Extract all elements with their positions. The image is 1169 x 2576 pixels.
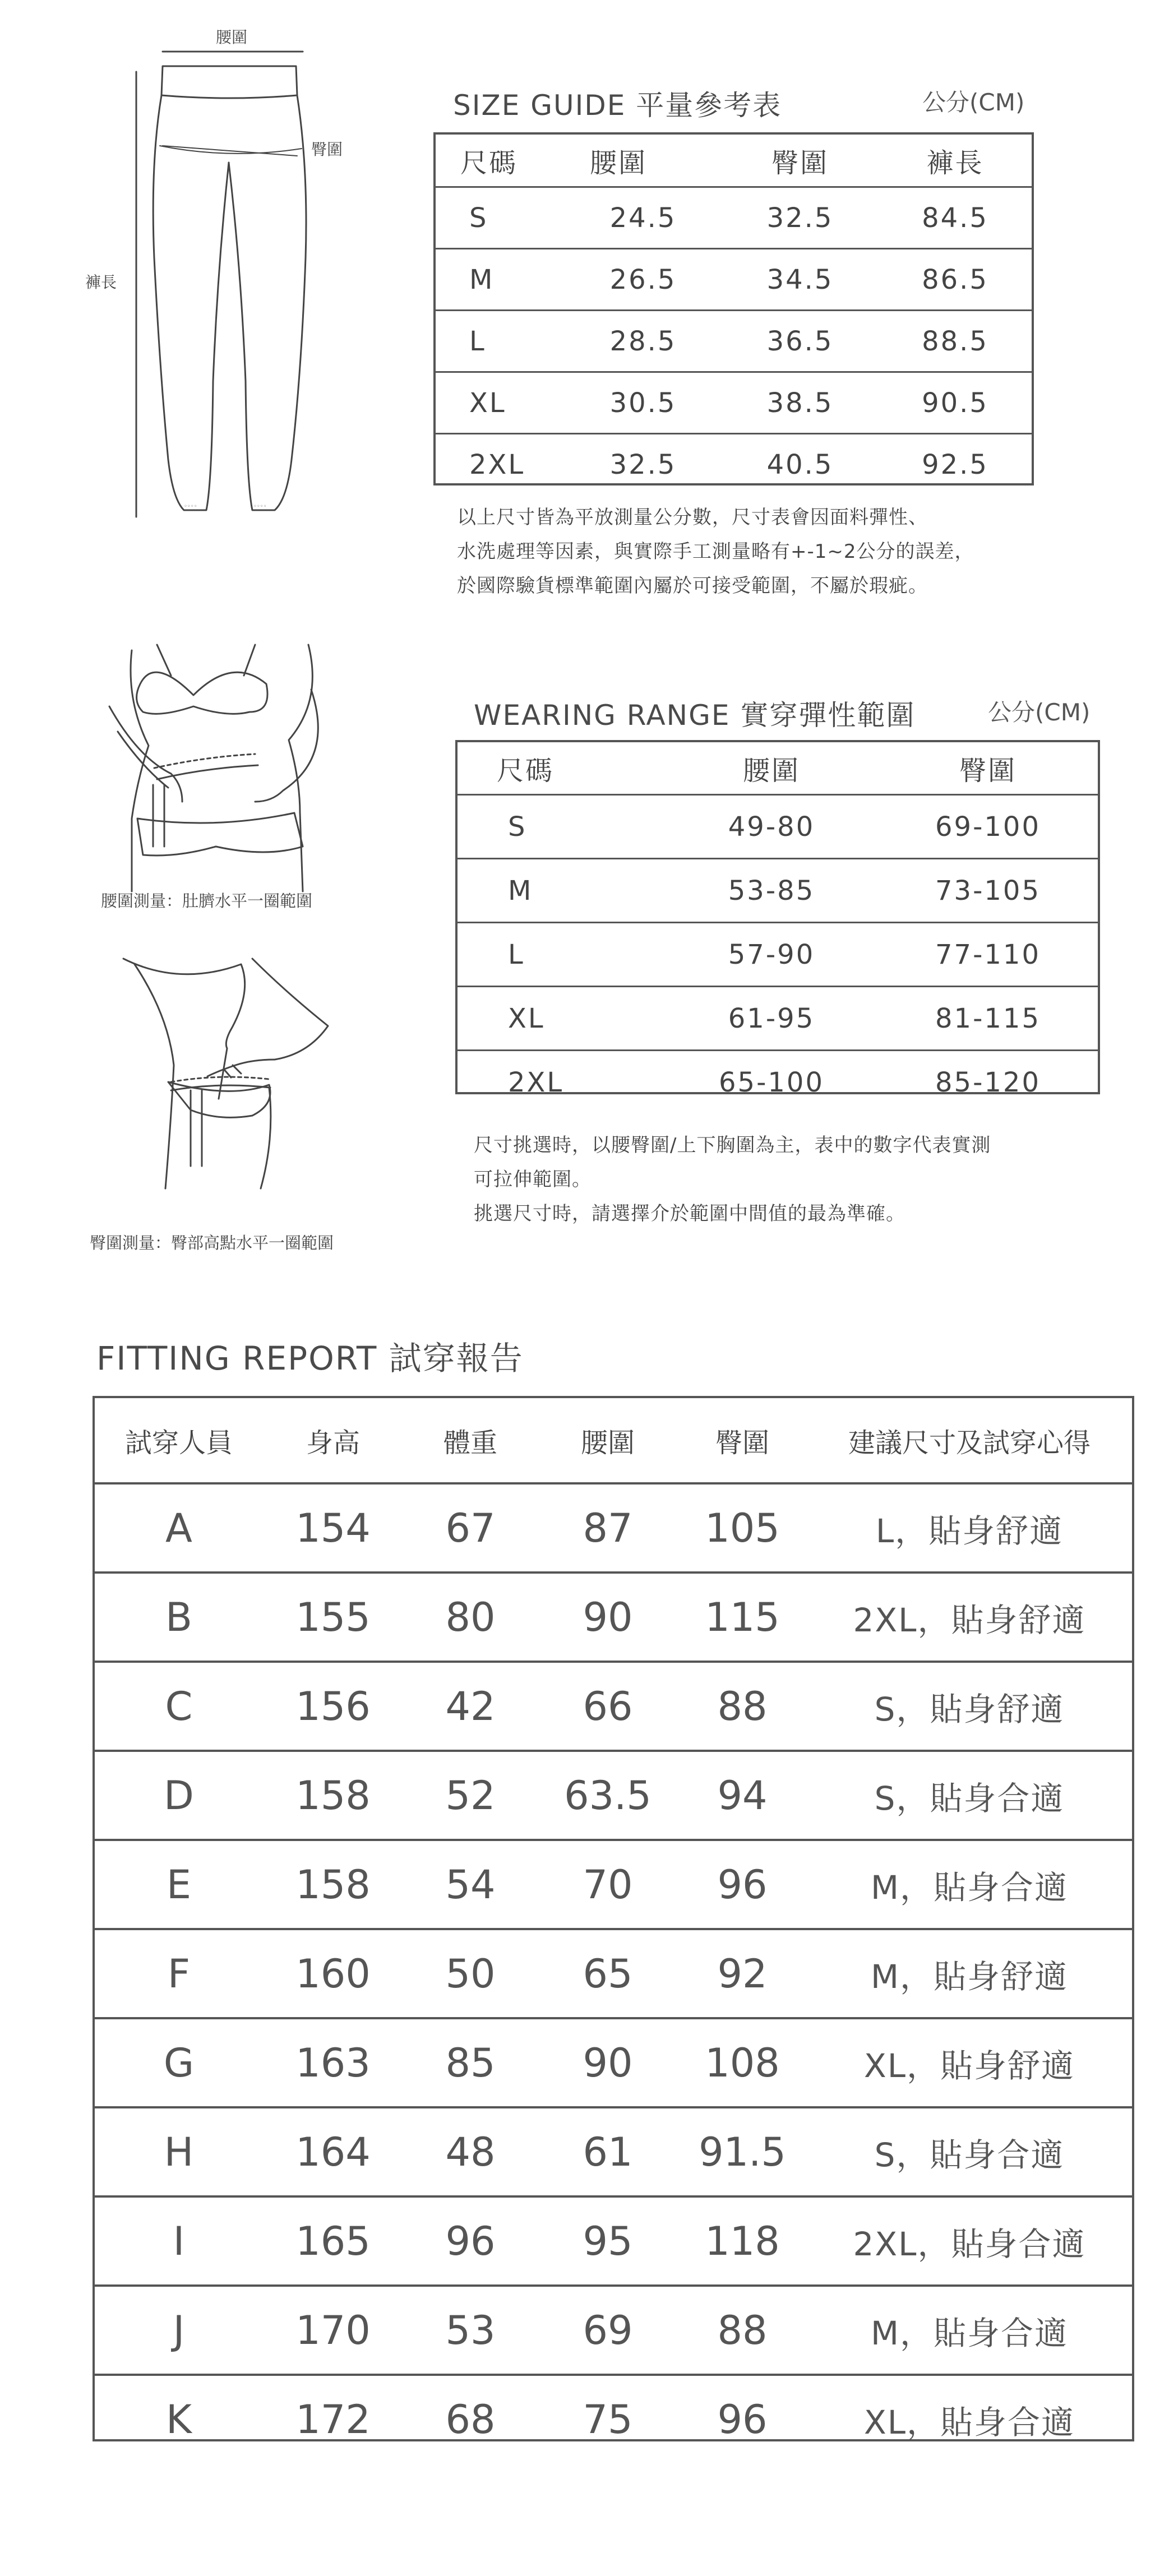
hip-range-cell: 81-115 — [878, 987, 1098, 1051]
wearing-range-header-row — [458, 742, 1098, 795]
waist-range-cell: 57-90 — [665, 923, 878, 987]
waist-range-cell: 61-95 — [665, 987, 878, 1051]
hip-cell: 38.5 — [722, 372, 879, 434]
hip-measure-figure — [107, 953, 342, 1200]
height-cell: 165 — [263, 2196, 403, 2286]
fitting-report-row — [95, 1483, 1132, 1573]
hip-cell: 40.5 — [722, 434, 879, 495]
tester-cell: B — [95, 1573, 263, 1662]
hip-range-cell: 77-110 — [878, 923, 1098, 987]
recommendation-cell: S，貼身合適 — [807, 1751, 1132, 1840]
fitting-report-header: 身高 — [306, 1427, 360, 1459]
wearing-range-row — [458, 987, 1098, 1051]
tester-cell: G — [95, 2018, 263, 2107]
size-guide-header: 腰圍 — [590, 147, 648, 179]
waist-cell: 69 — [538, 2286, 678, 2375]
size-cell: L — [436, 311, 565, 372]
waist-cell: 30.5 — [565, 372, 722, 434]
leggings-waist-label: 腰圍 — [216, 28, 248, 47]
waist-cell: 63.5 — [538, 1751, 678, 1840]
size-guide-table — [436, 135, 1032, 494]
weight-cell: 42 — [403, 1662, 538, 1751]
weight-cell: 85 — [403, 2018, 538, 2107]
weight-cell: 50 — [403, 1929, 538, 2018]
size-cell: 2XL — [436, 434, 565, 495]
waist-range-cell: 65-100 — [665, 1051, 878, 1114]
fitting-report-table — [95, 1398, 1132, 2463]
waist-cell: 26.5 — [565, 249, 722, 311]
wearing-range-notes — [474, 1129, 991, 1231]
size-guide-header: 尺碼 — [460, 147, 518, 179]
fitting-report-row — [95, 1840, 1132, 1929]
height-cell: 164 — [263, 2107, 403, 2196]
wearing-range-header: 臀圍 — [959, 755, 1016, 787]
wearing-range-note-line: 可拉伸範圍。 — [474, 1168, 592, 1191]
fitting-report-header: 臀圍 — [715, 1427, 769, 1459]
hip-cell: 92 — [678, 1929, 807, 2018]
wearing-range-header: 腰圍 — [742, 755, 800, 787]
size-cell: S — [458, 795, 665, 859]
hip-cell: 34.5 — [722, 249, 879, 311]
height-cell: 160 — [263, 1929, 403, 2018]
wearing-range-note-line: 挑選尺寸時，請選擇介於範圍中間值的最為準確。 — [474, 1203, 905, 1225]
recommendation-cell: M，貼身合適 — [807, 1840, 1132, 1929]
waist-cell: 70 — [538, 1840, 678, 1929]
leggings-illustration — [84, 22, 331, 527]
weight-cell: 48 — [403, 2107, 538, 2196]
fitting-report-row — [95, 2286, 1132, 2375]
hip-range-cell: 73-105 — [878, 859, 1098, 923]
height-cell: 154 — [263, 1483, 403, 1573]
hip-range-cell: 69-100 — [878, 795, 1098, 859]
size-guide-row — [436, 434, 1032, 495]
leggings-hip-label: 臀圍 — [311, 140, 343, 159]
height-cell: 172 — [263, 2375, 403, 2463]
fitting-report-row — [95, 1573, 1132, 1662]
hip-cell: 96 — [678, 1840, 807, 1929]
size-guide-row — [436, 249, 1032, 311]
waist-range-cell: 53-85 — [665, 859, 878, 923]
hip-cell: 91.5 — [678, 2107, 807, 2196]
fitting-report-row — [95, 1662, 1132, 1751]
length-cell: 84.5 — [879, 187, 1032, 249]
waist-cell: 90 — [538, 2018, 678, 2107]
fitting-report-title: FITTING REPORT 試穿報告 — [96, 1339, 524, 1377]
hip-cell: 118 — [678, 2196, 807, 2286]
weight-cell: 80 — [403, 1573, 538, 1662]
wearing-range-note-line: 尺寸挑選時，以腰臀圍/上下胸圍為主，表中的數字代表實測 — [474, 1134, 991, 1157]
tester-cell: D — [95, 1751, 263, 1840]
size-guide-row — [436, 372, 1032, 434]
size-guide-note-line: 水洗處理等因素，與實際手工測量略有+-1~2公分的誤差， — [457, 540, 974, 563]
fitting-report-row — [95, 2375, 1132, 2463]
length-cell: 90.5 — [879, 372, 1032, 434]
waist-measure-figure — [87, 633, 345, 903]
weight-cell: 67 — [403, 1483, 538, 1573]
waist-cell: 75 — [538, 2375, 678, 2463]
recommendation-cell: S，貼身舒適 — [807, 1662, 1132, 1751]
wearing-range-row — [458, 859, 1098, 923]
waist-cell: 90 — [538, 1573, 678, 1662]
recommendation-cell: 2XL，貼身合適 — [807, 2196, 1132, 2286]
size-cell: M — [458, 859, 665, 923]
wearing-range-title: WEARING RANGE 實穿彈性範圍 — [474, 699, 916, 732]
size-guide-note-line: 以上尺寸皆為平放測量公分數，尺寸表會因面料彈性、 — [457, 506, 928, 529]
length-cell: 92.5 — [879, 434, 1032, 495]
size-guide-header: 臀圍 — [771, 147, 829, 179]
hip-cell: 36.5 — [722, 311, 879, 372]
fitting-report-row — [95, 2018, 1132, 2107]
fitting-report-header: 體重 — [443, 1427, 497, 1459]
size-guide-title: SIZE GUIDE 平量參考表 — [453, 89, 782, 122]
tester-cell: F — [95, 1929, 263, 2018]
height-cell: 158 — [263, 1751, 403, 1840]
size-cell: XL — [436, 372, 565, 434]
size-cell: XL — [458, 987, 665, 1051]
size-guide-row — [436, 311, 1032, 372]
wearing-range-unit: 公分(CM) — [988, 699, 1091, 726]
tester-cell: E — [95, 1840, 263, 1929]
waist-range-cell: 49-80 — [665, 795, 878, 859]
hip-measure-caption: 臀圍測量：臀部高點水平一圈範圍 — [90, 1233, 334, 1252]
weight-cell: 53 — [403, 2286, 538, 2375]
height-cell: 170 — [263, 2286, 403, 2375]
svg-text:◦◦◦◦: ◦◦◦◦ — [184, 503, 197, 510]
length-cell: 88.5 — [879, 311, 1032, 372]
hip-cell: 94 — [678, 1751, 807, 1840]
wearing-range-table — [458, 742, 1098, 1113]
waist-cell: 65 — [538, 1929, 678, 2018]
size-guide-header: 褲長 — [926, 147, 984, 179]
waist-cell: 87 — [538, 1483, 678, 1573]
height-cell: 163 — [263, 2018, 403, 2107]
recommendation-cell: XL，貼身合適 — [807, 2375, 1132, 2463]
tester-cell: I — [95, 2196, 263, 2286]
recommendation-cell: 2XL，貼身舒適 — [807, 1573, 1132, 1662]
weight-cell: 54 — [403, 1840, 538, 1929]
size-cell: L — [458, 923, 665, 987]
hip-range-cell: 85-120 — [878, 1051, 1098, 1114]
size-guide-header-row — [436, 135, 1032, 187]
recommendation-cell: M，貼身舒適 — [807, 1929, 1132, 2018]
hip-cell: 32.5 — [722, 187, 879, 249]
size-guide-notes — [457, 501, 974, 603]
svg-text:◦◦◦◦: ◦◦◦◦ — [253, 503, 267, 510]
weight-cell: 52 — [403, 1751, 538, 1840]
size-guide-unit: 公分(CM) — [922, 89, 1025, 116]
size-guide-note-line: 於國際驗貨標準範圍內屬於可接受範圍，不屬於瑕疵。 — [457, 575, 928, 597]
hip-cell: 88 — [678, 1662, 807, 1751]
recommendation-cell: L，貼身舒適 — [807, 1483, 1132, 1573]
hip-cell: 105 — [678, 1483, 807, 1573]
waist-cell: 32.5 — [565, 434, 722, 495]
weight-cell: 68 — [403, 2375, 538, 2463]
fitting-report-row — [95, 2107, 1132, 2196]
height-cell: 158 — [263, 1840, 403, 1929]
tester-cell: H — [95, 2107, 263, 2196]
wearing-range-row — [458, 923, 1098, 987]
height-cell: 156 — [263, 1662, 403, 1751]
size-guide-row — [436, 187, 1032, 249]
leggings-length-label: 褲長 — [85, 273, 117, 292]
fitting-report-header-row — [95, 1398, 1132, 1483]
tester-cell: J — [95, 2286, 263, 2375]
fitting-report-row — [95, 1929, 1132, 2018]
recommendation-cell: XL，貼身舒適 — [807, 2018, 1132, 2107]
length-cell: 86.5 — [879, 249, 1032, 311]
recommendation-cell: S，貼身合適 — [807, 2107, 1132, 2196]
wearing-range-header: 尺碼 — [497, 755, 555, 787]
hip-cell: 88 — [678, 2286, 807, 2375]
hip-cell: 115 — [678, 1573, 807, 1662]
waist-measure-caption: 腰圍測量：肚臍水平一圈範圍 — [101, 891, 313, 910]
tester-cell: C — [95, 1662, 263, 1751]
hip-cell: 108 — [678, 2018, 807, 2107]
size-cell: S — [436, 187, 565, 249]
waist-cell: 66 — [538, 1662, 678, 1751]
waist-cell: 95 — [538, 2196, 678, 2286]
wearing-range-row — [458, 1051, 1098, 1114]
hip-cell: 96 — [678, 2375, 807, 2463]
waist-cell: 28.5 — [565, 311, 722, 372]
waist-cell: 61 — [538, 2107, 678, 2196]
fitting-report-header: 建議尺寸及試穿心得 — [848, 1427, 1091, 1459]
weight-cell: 96 — [403, 2196, 538, 2286]
fitting-report-header: 腰圍 — [580, 1427, 635, 1459]
wearing-range-row — [458, 795, 1098, 859]
fitting-report-row — [95, 2196, 1132, 2286]
tester-cell: K — [95, 2375, 263, 2463]
size-cell: 2XL — [458, 1051, 665, 1114]
waist-cell: 24.5 — [565, 187, 722, 249]
height-cell: 155 — [263, 1573, 403, 1662]
size-cell: M — [436, 249, 565, 311]
tester-cell: A — [95, 1483, 263, 1573]
recommendation-cell: M，貼身合適 — [807, 2286, 1132, 2375]
fitting-report-row — [95, 1751, 1132, 1840]
fitting-report-header: 試穿人員 — [124, 1427, 233, 1459]
